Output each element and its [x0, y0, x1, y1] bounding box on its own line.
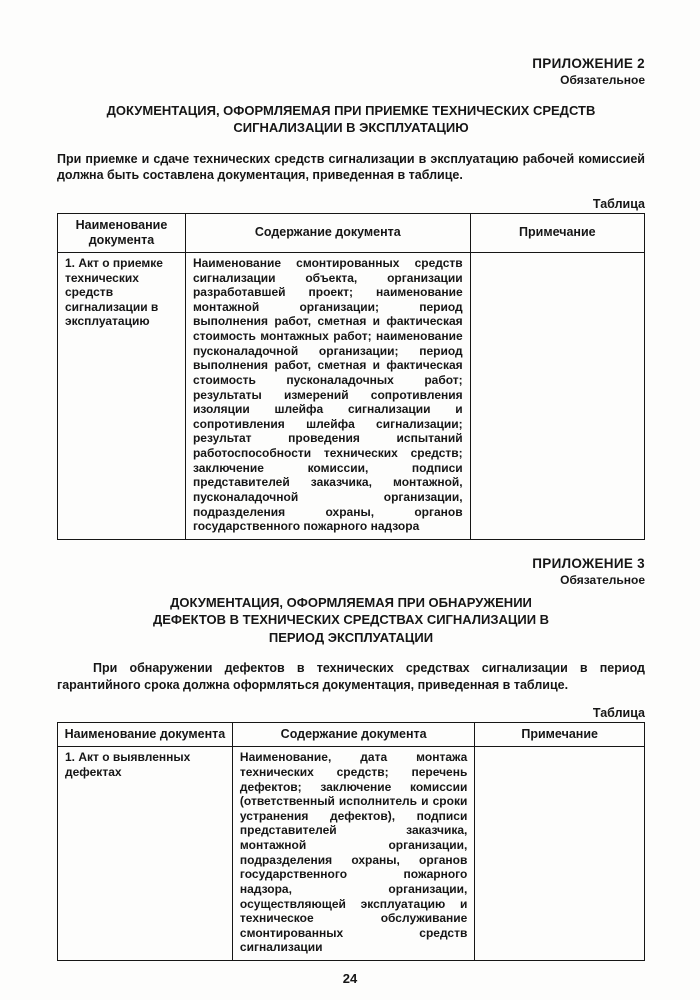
appendix-2-label: ПРИЛОЖЕНИЕ 2: [532, 56, 645, 71]
column-header-document-content: Содержание документа: [232, 723, 474, 747]
table-header-row: [58, 213, 645, 252]
note-cell: [475, 747, 645, 961]
document-content-cell: Наименование, дата монтажа технических средств; перечень дефектов; заключение комиссии (ответственный исполнитель и сроки устранения дефектов), подписи представителей заказчика, монтажной организации, подразделения охраны, органов государственного пожарного надзора, организации, осуществляющей эксплуатацию и техническое обслуживание смонтированных средств сигнализации: [232, 747, 474, 961]
appendix-3-label: ПРИЛОЖЕНИЕ 3: [532, 555, 645, 571]
appendix-2-subtitle: Обязательное: [560, 72, 645, 87]
note-cell: [470, 252, 644, 539]
appendix-2-title: ДОКУМЕНТАЦИЯ, ОФОРМЛЯЕМАЯ ПРИ ПРИЕМКЕ ТЕХНИЧЕСКИХ СРЕДСТВ СИГНАЛИЗАЦИИ В ЭКСПЛУАТАЦИЮ: [106, 102, 596, 136]
appendix-2-table: [57, 213, 645, 540]
appendix-2-section: [57, 56, 645, 540]
column-header-note: Примечание: [475, 723, 645, 747]
column-header-document-name: Наименование документа: [58, 723, 233, 747]
appendix-3-subtitle: Обязательное: [560, 572, 645, 587]
column-header-note: Примечание: [470, 213, 644, 252]
table-header-row: [58, 723, 645, 747]
document-name-cell: 1. Акт о выявленных дефектах: [58, 747, 233, 961]
appendix-3-section: [57, 556, 645, 961]
page-number: 24: [342, 971, 358, 986]
table-row: [58, 747, 645, 961]
appendix-3-title: ДОКУМЕНТАЦИЯ, ОФОРМЛЯЕМАЯ ПРИ ОБНАРУЖЕНИИ ДЕФЕКТОВ В ТЕХНИЧЕСКИХ СРЕДСТВАХ СИГНАЛИЗАЦИИ В ПЕРИОД ЭКСПЛУАТАЦИИ: [152, 594, 550, 645]
document-content-cell: Наименование смонтированных средств сигнализации объекта, организации разработавшей проект; наименование монтажной организации; период выполнения работ, сметная и фактическая стоимость монтажных работ; наименование пусконаладочной организации; период выполнения работ, сметная и фактическая стоимость пусконаладочных работ; результаты измерений сопротивления изоляции шлейфа сигнализации и сопротивления шлейфа сигнализации; результат проведения испытаний работоспособности технических средств; заключение комиссии, подписи представителей заказчика, монтажной, пусконаладочной организации, подразделения охраны, органов государственного пожарного надзора: [185, 252, 470, 539]
table-row: [58, 252, 645, 539]
appendix-3-intro-paragraph: При обнаружении дефектов в технических средствах сигнализации в период гарантийного срока должна оформляться документация, приведенная в таблице.: [57, 661, 645, 692]
appendix-3-table-label: Таблица: [592, 706, 645, 721]
column-header-document-name: Наименование документа: [58, 213, 186, 252]
document-name-cell: 1. Акт о приемке технических средств сигнализации в эксплуатацию: [58, 252, 186, 539]
appendix-3-header: [57, 556, 645, 588]
column-header-document-content: Содержание документа: [185, 213, 470, 252]
appendix-2-table-label: Таблица: [592, 196, 645, 211]
appendix-3-table: [57, 722, 645, 961]
appendix-2-header: [57, 56, 645, 88]
appendix-2-intro-paragraph: При приемке и сдаче технических средств сигнализации в эксплуатацию рабочей комиссией должна быть составлена документация, приведенная в таблице.: [57, 151, 645, 183]
